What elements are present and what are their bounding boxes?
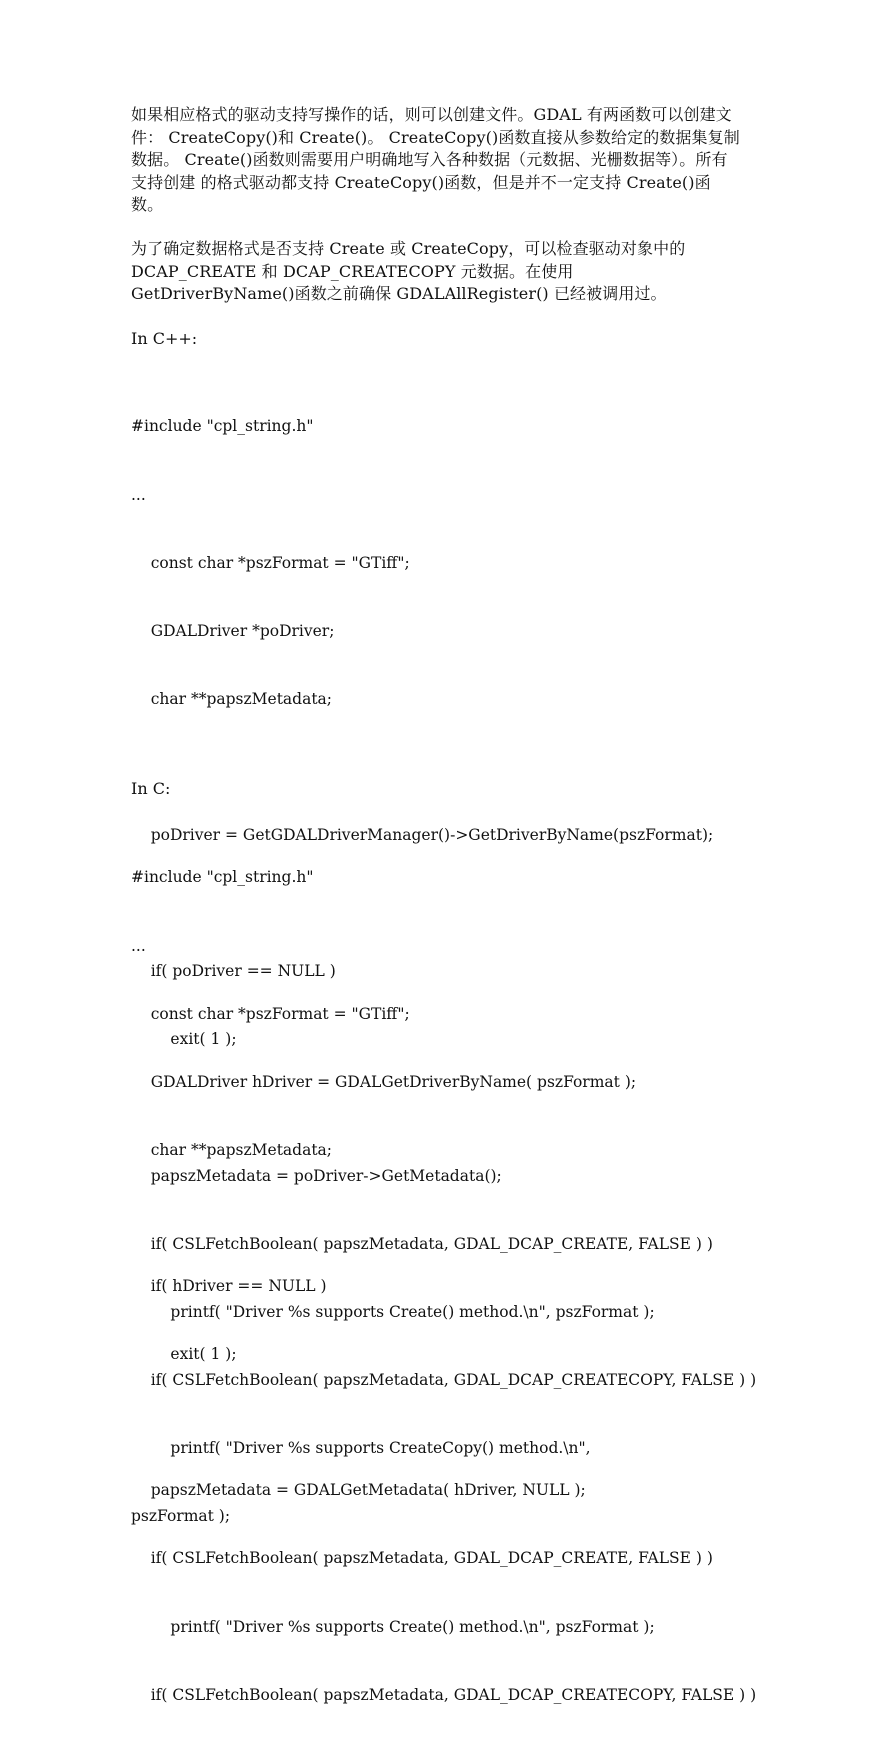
code-line: char **papszMetadata; <box>131 689 333 708</box>
code-line: ... <box>131 936 146 955</box>
code-line: #include "cpl_string.h" <box>131 868 314 887</box>
code-line: printf( "Driver %s supports Create() method.\n", pszFormat ); <box>131 1617 655 1636</box>
c-section-label: In C: <box>131 779 171 798</box>
capability-paragraph: 为了确定数据格式是否支持 Create 或 CreateCopy，可以检查驱动对象中的DCAP_CREATE 和 DCAP_CREATECOPY 元数据。在使用 GetDriverByName()函数之前确保 GDALAllRegister() 已经被调用过。 <box>131 239 686 304</box>
code-line: if( CSLFetchBoolean( papszMetadata, GDAL_DCAP_CREATECOPY, FALSE ) ) <box>131 1685 757 1704</box>
code-line: const char *pszFormat = "GTiff"; <box>131 553 410 572</box>
code-line: if( CSLFetchBoolean( papszMetadata, GDAL_DCAP_CREATE, FALSE ) ) <box>131 1234 713 1253</box>
code-line <box>131 756 751 779</box>
code-line: pszFormat ); <box>131 1507 231 1526</box>
code-line: GDALDriver hDriver = GDALGetDriverByName( pszFormat ); <box>131 1072 637 1091</box>
code-line: if( CSLFetchBoolean( papszMetadata, GDAL_DCAP_CREATECOPY, FALSE ) ) <box>131 1370 757 1389</box>
code-line: if( hDriver == NULL ) <box>131 1277 327 1296</box>
code-line <box>131 1411 751 1434</box>
code-line: papszMetadata = poDriver->GetMetadata(); <box>131 1166 502 1185</box>
code-line: papszMetadata = GDALGetMetadata( hDriver, NULL ); <box>131 1481 586 1500</box>
code-line: poDriver = GetGDALDriverManager()->GetDriverByName(pszFormat); <box>131 826 714 845</box>
code-line: if( poDriver == NULL ) <box>131 962 336 981</box>
code-line: printf( "Driver %s supports Create() method.\n", pszFormat ); <box>131 1302 655 1321</box>
code-line: const char *pszFormat = "GTiff"; <box>131 1004 410 1023</box>
code-line: exit( 1 ); <box>131 1030 237 1049</box>
code-line: exit( 1 ); <box>131 1345 237 1364</box>
c-code-block <box>131 821 757 1752</box>
code-line: if( CSLFetchBoolean( papszMetadata, GDAL_DCAP_CREATE, FALSE ) ) <box>131 1549 713 1568</box>
code-line: GDALDriver *poDriver; <box>131 621 335 640</box>
cpp-section-label: In C++: <box>131 329 198 348</box>
code-line: ... <box>131 485 146 504</box>
intro-paragraph: 如果相应格式的驱动支持写操作的话，则可以创建文件。GDAL 有两函数可以创建文件： CreateCopy()和 Create()。 CreateCopy()函数直接从参数给定的数据集复制数据。 Create()函数则需要用户明确地写入各种数据（元数据、光栅数据等）。所有支持创建 的格式驱动都支持 CreateCopy()函数，但是并不一定支持 Create()函数。 <box>131 105 740 215</box>
code-line <box>131 1207 751 1230</box>
code-line: char **papszMetadata; <box>131 1140 333 1159</box>
code-line: #include "cpl_string.h" <box>131 417 314 436</box>
code-line: printf( "Driver %s supports CreateCopy() method.\n", <box>131 1439 591 1457</box>
